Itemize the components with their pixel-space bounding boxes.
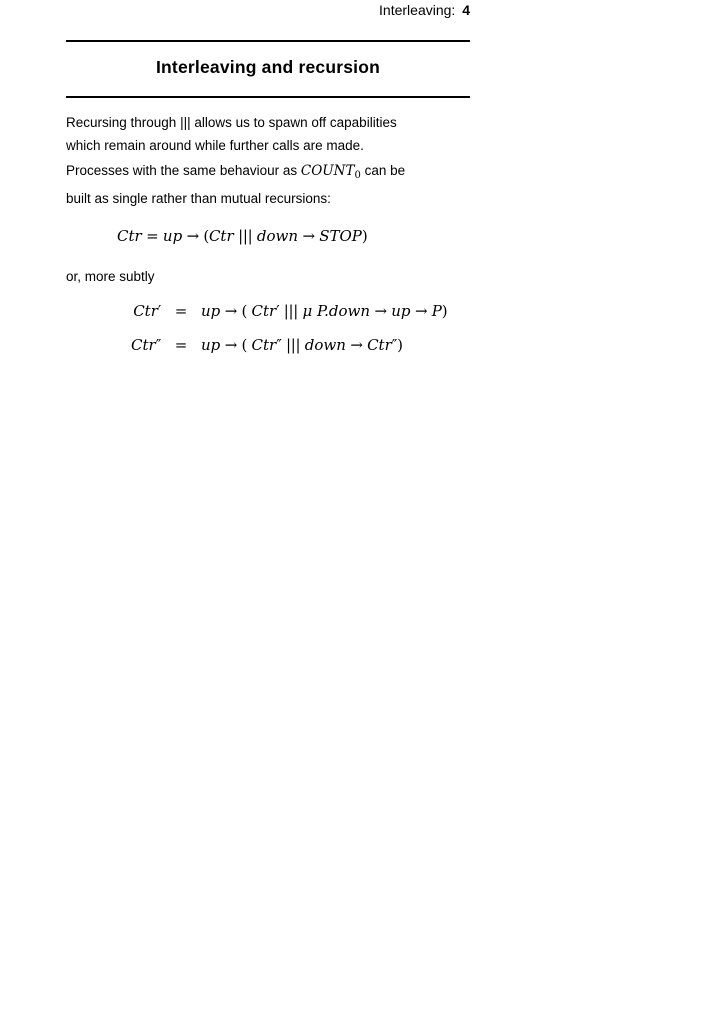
paragraph-line: which remain around while further calls are made.	[66, 138, 364, 153]
divider-under-title	[66, 96, 470, 98]
equation-1-equals: =	[174, 302, 188, 320]
slide-content	[66, 0, 470, 356]
divider-top	[66, 40, 470, 42]
slide-title: Interleaving and recursion	[155, 57, 380, 77]
page-header	[66, 3, 470, 18]
paragraph-line: built as single rather than mutual recursions:	[66, 191, 331, 206]
header-section-label: Interleaving:	[379, 2, 456, 18]
equation-1-lhs: Ctr′	[133, 302, 161, 320]
equation-2-lhs: Ctr″	[131, 336, 161, 354]
equation-2-rhs: up → ( Ctr″ ||| down → Ctr″)	[201, 336, 403, 354]
paragraph-line: Recursing through ||| allows us to spawn off capabilities	[66, 115, 397, 130]
equation-1-rhs: up → ( Ctr′ ||| μ P.down → up → P)	[201, 302, 448, 320]
paragraph-recursing	[66, 111, 470, 157]
equation-2-equals: =	[174, 336, 188, 354]
paragraph-line-with-math: Processes with the same behaviour as $COUNT_0$ can be	[66, 163, 406, 181]
display-formula-ctr: Ctr = up → (Ctr ||| down → STOP)	[117, 227, 368, 245]
header-page-number: 4	[462, 2, 470, 18]
aligned-equations	[127, 301, 470, 356]
connector-text: or, more subtly	[66, 269, 155, 284]
paragraph-processes	[66, 159, 470, 210]
